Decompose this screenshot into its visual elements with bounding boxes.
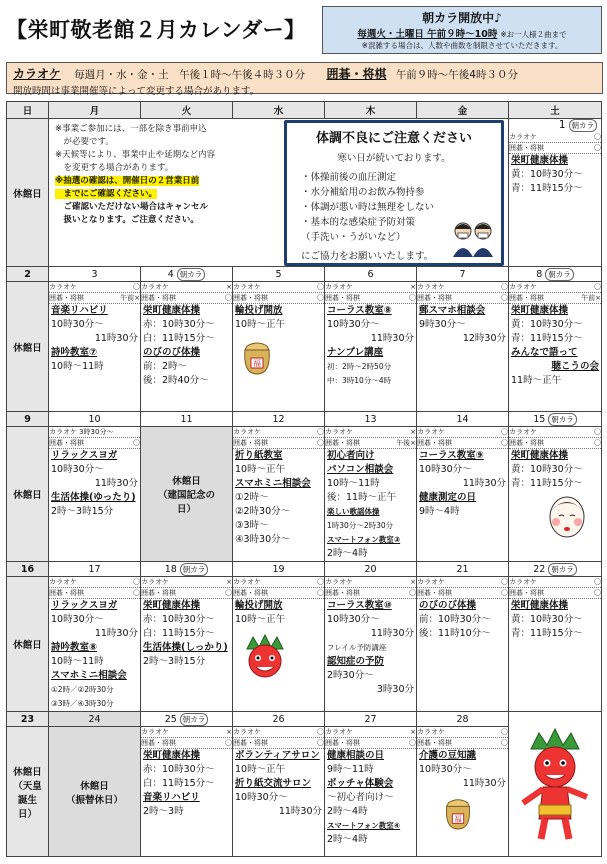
- karaoke-status: カラオケ ×: [141, 728, 232, 736]
- event-title: ボランティアサロン: [235, 750, 320, 761]
- karaoke-status: カラオケ 3時30分～: [49, 427, 140, 438]
- event-time: 9時～4時: [419, 506, 460, 517]
- event-title: 楽しい歌謡体操: [327, 507, 380, 516]
- red-oni-cell: [509, 727, 602, 857]
- event-time: 前：10時30分～: [419, 614, 491, 625]
- go-shogi-status: 囲碁・将棋 〇: [233, 439, 324, 447]
- warning-item: ・体調が悪い時は無理をしない: [301, 202, 435, 213]
- day-cell-8: [509, 282, 602, 412]
- day-cell-12: [233, 427, 325, 562]
- closed-sunday: 休館日: [7, 427, 49, 562]
- karaoke-status: カラオケ ×: [325, 428, 416, 436]
- event-time: 白：11時15分～: [143, 778, 215, 789]
- go-shogi-status: 囲碁・将棋 〇: [49, 589, 140, 597]
- event-time: 2時～3時: [143, 806, 184, 817]
- day-cell-15: [509, 427, 602, 562]
- day-cell-14: [417, 427, 509, 562]
- karaoke-status: カラオケ ×: [141, 283, 232, 291]
- warning-closing: にご協力をお願いいたします。: [301, 251, 434, 262]
- event-time: ③3時／④3時30分: [51, 699, 114, 708]
- event-title: 健康測定の日: [419, 492, 477, 503]
- weekday-wed: 水: [233, 102, 325, 119]
- asakara-badge: 朝カラ: [180, 713, 209, 726]
- event-time: 青：11時15分～: [511, 183, 583, 194]
- event-title: 認知症の予防: [327, 656, 385, 667]
- go-shogi-status: 囲碁・将棋 〇: [325, 589, 416, 597]
- event-title: 栄町健康体操: [511, 600, 569, 611]
- go-shogi-status: 囲碁・将棋 〇: [141, 294, 232, 302]
- event-time: 黄：10時30分～: [511, 614, 583, 625]
- event-time: 1時30分～2時30分: [327, 521, 394, 530]
- day-number: 4 朝カラ: [141, 267, 233, 282]
- event-title: 輪投げ開放: [235, 600, 283, 611]
- asakara-notice: [322, 6, 602, 54]
- holiday-cell-11: [141, 427, 233, 562]
- day-number: 8 朝カラ: [509, 267, 602, 282]
- lucky-bag-icon: [441, 793, 475, 831]
- event-time: 3時30分: [376, 684, 414, 695]
- event-title: のびのび体操: [419, 600, 477, 611]
- closed-sunday: 休館日: [7, 577, 49, 712]
- karaoke-status: カラオケ 〇: [509, 283, 601, 291]
- day-number: 27: [325, 712, 417, 727]
- day-number: 10: [49, 412, 141, 427]
- notice-line1-note: ※お一人様２曲まで: [500, 30, 567, 39]
- event-time: 10時～11時: [51, 361, 104, 372]
- lucky-bag-icon: [239, 336, 275, 376]
- karaoke-status: カラオケ 〇: [417, 728, 508, 736]
- day-cell-17: [49, 577, 141, 712]
- warning-item: ・基本的な感染症予防対策: [301, 217, 416, 228]
- event-subtitle: ～初心者向け～: [327, 792, 394, 803]
- holiday-label: 休館日: [172, 476, 201, 487]
- day-cell-20: [325, 577, 417, 712]
- go-shogi-status: 囲碁・将棋 〇: [141, 739, 232, 747]
- day-number: 21: [417, 562, 509, 577]
- day-number: 19: [233, 562, 325, 577]
- event-time: 10時～正午: [235, 464, 286, 475]
- day-number: 26: [233, 712, 325, 727]
- event-time: 11時30分: [94, 478, 138, 489]
- day-cell-10: [49, 427, 141, 562]
- event-title: 介護の豆知識: [419, 750, 477, 761]
- day-number: 18 朝カラ: [141, 562, 233, 577]
- karaoke-status: カラオケ 〇: [49, 578, 140, 586]
- day-cell-18: [141, 577, 233, 712]
- warning-item: （手洗い・うがいなど）: [301, 232, 406, 243]
- day-cell-1: [509, 119, 602, 267]
- day-cell-22: [509, 577, 602, 712]
- event-title: 初心者向け: [327, 450, 375, 461]
- event-time: ③3時～: [235, 520, 269, 531]
- karaoke-status: カラオケ 〇: [49, 283, 140, 291]
- karaoke-status: カラオケ 〇: [233, 578, 324, 586]
- asakara-badge: 朝カラ: [177, 268, 206, 281]
- event-time: 前：2時～: [143, 361, 188, 372]
- event-title: 詩吟教室⑧: [51, 642, 98, 653]
- holiday-name: （天皇: [13, 780, 42, 792]
- asakara-badge: 朝カラ: [548, 413, 577, 426]
- day-number: 1 朝カラ: [509, 119, 601, 132]
- event-title: コーラス教室⑧: [327, 305, 392, 316]
- event-title: 音楽リハビリ: [51, 305, 108, 316]
- event-time: ②2時30分～: [235, 506, 291, 517]
- asakara-badge: 朝カラ: [548, 563, 577, 576]
- go-shogi-status: 囲碁・将棋 〇: [417, 589, 508, 597]
- date-row-2: [7, 267, 602, 282]
- event-time: 後：2時40分～: [143, 375, 209, 386]
- event-title: リラックスヨガ: [51, 600, 118, 611]
- event-time: 11時30分: [370, 333, 414, 344]
- event-title: 詩吟教室⑦: [51, 347, 98, 358]
- event-title: 折り紙交流サロン: [235, 778, 312, 789]
- event-time: 10時30分～: [327, 319, 380, 330]
- notice-line2: ※混雑する場合は、人数や曲数を制限させていただきます。: [361, 41, 563, 50]
- day-cell-7: [417, 282, 509, 412]
- event-title: リラックスヨガ: [51, 450, 118, 461]
- asakara-badge: 朝カラ: [569, 119, 598, 132]
- day-cell-5: [233, 282, 325, 412]
- warning-subtitle: 寒い日が続いております。: [337, 153, 451, 164]
- event-title: 栄町健康体操: [143, 750, 201, 761]
- event-time: 黄：10時30分～: [511, 319, 583, 330]
- go-shogi-status: 囲碁・将棋 〇: [509, 589, 601, 597]
- event-time: 初：2時～2時50分: [327, 362, 392, 371]
- go-shogi-status: 囲碁・将棋 〇: [233, 589, 324, 597]
- event-title: スマホミニ相談会: [51, 670, 127, 681]
- page-title: 【栄町敬老館２月カレンダー】: [6, 18, 306, 42]
- note-line: ※事業ご参加には、一部を除き事前申込: [55, 124, 207, 134]
- warning-item: ・水分補給用のお飲み物持参: [301, 187, 425, 198]
- event-title: コーラス教室⑩: [327, 600, 392, 611]
- event-time: 11時30分: [94, 333, 138, 344]
- day-cell-25: [141, 727, 233, 857]
- event-time: 赤：10時30分～: [143, 764, 215, 775]
- week-row-3: [7, 427, 602, 562]
- event-time: 後：11時～正午: [327, 492, 397, 503]
- day-cell-13: [325, 427, 417, 562]
- empty-day: [509, 712, 602, 727]
- event-title: ボッチャ体験会: [327, 778, 394, 789]
- event-title: 栄町健康体操: [511, 450, 569, 461]
- holiday-cell-23: [7, 727, 49, 857]
- karaoke-status: カラオケ 〇: [509, 133, 601, 141]
- karaoke-label: カラオケ: [13, 67, 61, 81]
- go-shogi-status: 囲碁・将棋 午後×: [325, 439, 416, 447]
- karaoke-status: カラオケ ×: [325, 283, 416, 291]
- weekday-thu: 木: [325, 102, 417, 119]
- weekday-mon: 月: [49, 102, 141, 119]
- go-shogi-status: 囲碁・将棋 〇: [233, 739, 324, 747]
- event-time: 白：11時15分～: [143, 333, 215, 344]
- day-number: 16: [7, 562, 49, 577]
- event-title: 栄町健康体操: [511, 155, 569, 166]
- event-time: 青：11時15分～: [511, 628, 583, 639]
- go-shogi-hours: 午前９時～午後4時３０分: [395, 69, 518, 81]
- date-row-4: [7, 562, 602, 577]
- event-time: 10時～11時: [51, 656, 104, 667]
- note-line: ご確認いただけない場合はキャンセル: [55, 202, 209, 212]
- notice-heading: 朝カラ開放中♪: [422, 11, 502, 25]
- event-time: ④3時30分～: [235, 534, 291, 545]
- holiday-name: 誕生: [17, 794, 37, 806]
- event-time: 白：11時15分～: [143, 628, 215, 639]
- karaoke-status: カラオケ ×: [325, 578, 416, 586]
- go-shogi-status: 囲碁・将棋 〇: [325, 294, 416, 302]
- event-title: 生活体操(しっかり): [143, 642, 228, 653]
- karaoke-status: カラオケ ×: [325, 728, 416, 736]
- asakara-badge: 朝カラ: [545, 268, 574, 281]
- week-row-5: [7, 727, 602, 857]
- day-cell-19: [233, 577, 325, 712]
- day-cell-28: [417, 727, 509, 857]
- holiday-cell-24: [49, 727, 141, 857]
- day-number: 6: [325, 267, 417, 282]
- date-row-5: [7, 712, 602, 727]
- event-title: パソコン相談会: [327, 464, 394, 475]
- weekday-header-row: [7, 102, 602, 119]
- event-time: 黄：10時30分～: [511, 464, 583, 475]
- go-shogi-status: 囲碁・将棋 〇: [417, 739, 508, 747]
- event-time: 赤：10時30分～: [143, 319, 215, 330]
- day-number: 20: [325, 562, 417, 577]
- event-title: 健康相談の日: [327, 750, 385, 761]
- event-time: 10時30分～: [419, 764, 472, 775]
- svg-text:福: 福: [253, 359, 261, 368]
- svg-text:福: 福: [454, 814, 462, 824]
- go-shogi-label: 囲碁・将棋: [326, 67, 387, 81]
- day-cell-27: [325, 727, 417, 857]
- event-title: スマートフォン教室④: [327, 821, 401, 830]
- event-time: 中：3時10分～4時: [327, 376, 392, 385]
- karaoke-status: カラオケ 〇: [233, 283, 324, 291]
- karaoke-status: カラオケ 〇: [233, 728, 324, 736]
- karaoke-status: カラオケ 〇: [509, 428, 601, 436]
- event-time: 10時30分～: [235, 792, 288, 803]
- event-time: 11時30分: [462, 478, 506, 489]
- event-time: 青：11時15分～: [511, 478, 583, 489]
- event-time: 10時～11時: [327, 478, 380, 489]
- date-row-3: [7, 412, 602, 427]
- weekday-sat: 土: [509, 102, 602, 119]
- go-shogi-status: 囲碁・将棋 〇: [417, 439, 508, 447]
- red-oni-icon: [515, 727, 595, 847]
- day-number: 12: [233, 412, 325, 427]
- go-shogi-status: 囲碁・将棋 〇: [233, 294, 324, 302]
- event-time: 10時30分～: [51, 319, 104, 330]
- event-time: ①2時～: [235, 492, 269, 503]
- event-time: 10時30分～: [327, 614, 380, 625]
- event-time: 10時30分～: [51, 464, 104, 475]
- event-time: ①2時／②2時30分: [51, 685, 114, 694]
- event-time: 後：11時10分～: [419, 628, 491, 639]
- day-number: 5: [233, 267, 325, 282]
- event-title: コーラス教室⑨: [419, 450, 484, 461]
- karaoke-status: カラオケ 〇: [417, 578, 508, 586]
- event-title: 輪投げ開放: [235, 305, 283, 316]
- event-title: 生活体操(ゆったり): [51, 492, 136, 503]
- event-time: 9時～11時: [327, 764, 374, 775]
- karaoke-status: カラオケ 〇: [417, 283, 508, 291]
- event-title: のびのび体操: [143, 347, 201, 358]
- weekday-fri: 金: [417, 102, 509, 119]
- lottery-note: までにご確認ください。: [55, 189, 158, 199]
- week-row-2: [7, 282, 602, 412]
- event-time: 9時30分～: [419, 319, 466, 330]
- holiday-label: 休館日: [13, 766, 42, 778]
- warning-title: 体調不良にご注意ください: [315, 131, 472, 146]
- event-title: 聴こうの会: [551, 361, 599, 372]
- day-number: 17: [49, 562, 141, 577]
- day-cell-4: [141, 282, 233, 412]
- event-title: 音楽リハビリ: [143, 792, 200, 803]
- go-shogi-status: 囲碁・将棋 〇: [417, 294, 508, 302]
- asakara-badge: 朝カラ: [180, 563, 209, 576]
- go-shogi-status: 囲碁・将棋 〇: [325, 739, 416, 747]
- go-shogi-status: 囲碁・将棋 午前×: [49, 294, 140, 302]
- event-time: 11時30分: [94, 628, 138, 639]
- holiday-label: 休館日: [80, 780, 109, 792]
- event-time: 11時30分: [278, 806, 322, 817]
- day-number: 22 朝カラ: [509, 562, 602, 577]
- okame-mask-icon: [547, 493, 587, 539]
- go-shogi-status: 囲碁・将棋 〇: [509, 439, 601, 447]
- event-time: 2時～3時15分: [51, 506, 114, 517]
- day-number: 9: [7, 412, 49, 427]
- event-time: 2時30分～: [327, 670, 374, 681]
- day-number: 23: [7, 712, 49, 727]
- note-line: を変更する場合があります。: [55, 163, 174, 173]
- karaoke-status: カラオケ 〇: [233, 428, 324, 436]
- event-time: 10時～正午: [235, 614, 286, 625]
- event-time: 10時30分～: [51, 614, 104, 625]
- closed-sunday: 休館日: [7, 119, 49, 267]
- weekday-sun: 日: [7, 102, 49, 119]
- event-time: 2時～3時15分: [143, 656, 206, 667]
- warning-item: ・体操前後の血圧測定: [301, 172, 397, 183]
- event-title: スマートフォン教室③: [327, 535, 401, 544]
- event-title: みんなで語って: [511, 347, 578, 358]
- note-line: が必要です。: [55, 137, 114, 147]
- event-title: 栄町健康体操: [143, 600, 201, 611]
- go-shogi-status: 囲碁・将棋 〇: [509, 144, 601, 152]
- event-time: 10時～正午: [235, 319, 286, 330]
- day-number: 2: [7, 267, 49, 282]
- day-number: 25 朝カラ: [141, 712, 233, 727]
- weekday-tue: 火: [141, 102, 233, 119]
- open-hours-note: 開放時間は事業開催等によって変更する場合があります。: [13, 86, 260, 97]
- karaoke-status: カラオケ ×: [141, 578, 232, 586]
- event-time: 10時～正午: [235, 764, 286, 775]
- event-title: スマホミニ相談会: [235, 478, 311, 489]
- event-time: 赤：10時30分～: [143, 614, 215, 625]
- event-title: 栄町健康体操: [511, 305, 569, 316]
- event-time: 11時30分: [462, 778, 506, 789]
- karaoke-status: カラオケ 〇: [417, 428, 508, 436]
- event-time: 青：11時15分～: [511, 333, 583, 344]
- go-shogi-status: 囲碁・将棋 〇: [49, 439, 140, 447]
- event-time: 2時～4時: [327, 548, 368, 559]
- week-row-4: [7, 577, 602, 712]
- day-cell-3: [49, 282, 141, 412]
- masked-people-icon: [451, 219, 495, 257]
- event-time: 11時30分: [370, 628, 414, 639]
- day-number: 28: [417, 712, 509, 727]
- day-cell-6: [325, 282, 417, 412]
- event-time: 2時～4時: [327, 834, 368, 845]
- green-oni-icon: [243, 633, 287, 683]
- holiday-name: （振替休日）: [65, 794, 123, 806]
- notice-line1: 毎週火・土曜日 午前９時～10時: [357, 29, 498, 40]
- event-title: 郵スマホ相談会: [419, 305, 486, 316]
- event-title: 折り紙教室: [235, 450, 283, 461]
- closed-sunday: 休館日: [7, 282, 49, 412]
- karaoke-status: カラオケ 〇: [509, 578, 601, 586]
- holiday-name: （建国記念の: [157, 490, 215, 501]
- day-cell-26: [233, 727, 325, 857]
- day-number: 3: [49, 267, 141, 282]
- day-number: 14: [417, 412, 509, 427]
- day-number: 7: [417, 267, 509, 282]
- holiday-name: 日）: [176, 504, 196, 515]
- go-shogi-status: 囲碁・将棋 午前×: [509, 294, 601, 302]
- event-time: 2時～4時: [327, 806, 368, 817]
- event-time: 10時30分～: [419, 464, 472, 475]
- event-time: 12時30分: [462, 333, 506, 344]
- day-number: 11: [141, 412, 233, 427]
- note-line: 扱いとなります。ご注意ください。: [55, 215, 199, 225]
- event-time: 11時～正午: [511, 375, 562, 386]
- note-line: ※天候等により、事業中止や延期など内容: [55, 150, 216, 160]
- event-subtitle: フレイル予防講座: [327, 643, 387, 652]
- health-warning-box: [284, 120, 504, 266]
- holiday-name: 日）: [17, 808, 37, 820]
- day-cell-21: [417, 577, 509, 712]
- event-time: 黄：10時30分～: [511, 169, 583, 180]
- go-shogi-status: 囲碁・将棋 〇: [141, 589, 232, 597]
- event-title: ナンプレ講座: [327, 347, 384, 358]
- day-number: 13: [325, 412, 417, 427]
- day-number: 24: [49, 712, 141, 727]
- day-number: 15 朝カラ: [509, 412, 602, 427]
- open-hours-info: [6, 62, 603, 97]
- karaoke-hours: 毎週月・水・金・土 午後１時～午後４時３０分: [74, 69, 306, 81]
- lottery-note: ※抽選の確認は、開催日の２営業日前: [55, 176, 200, 186]
- event-title: 栄町健康体操: [143, 305, 201, 316]
